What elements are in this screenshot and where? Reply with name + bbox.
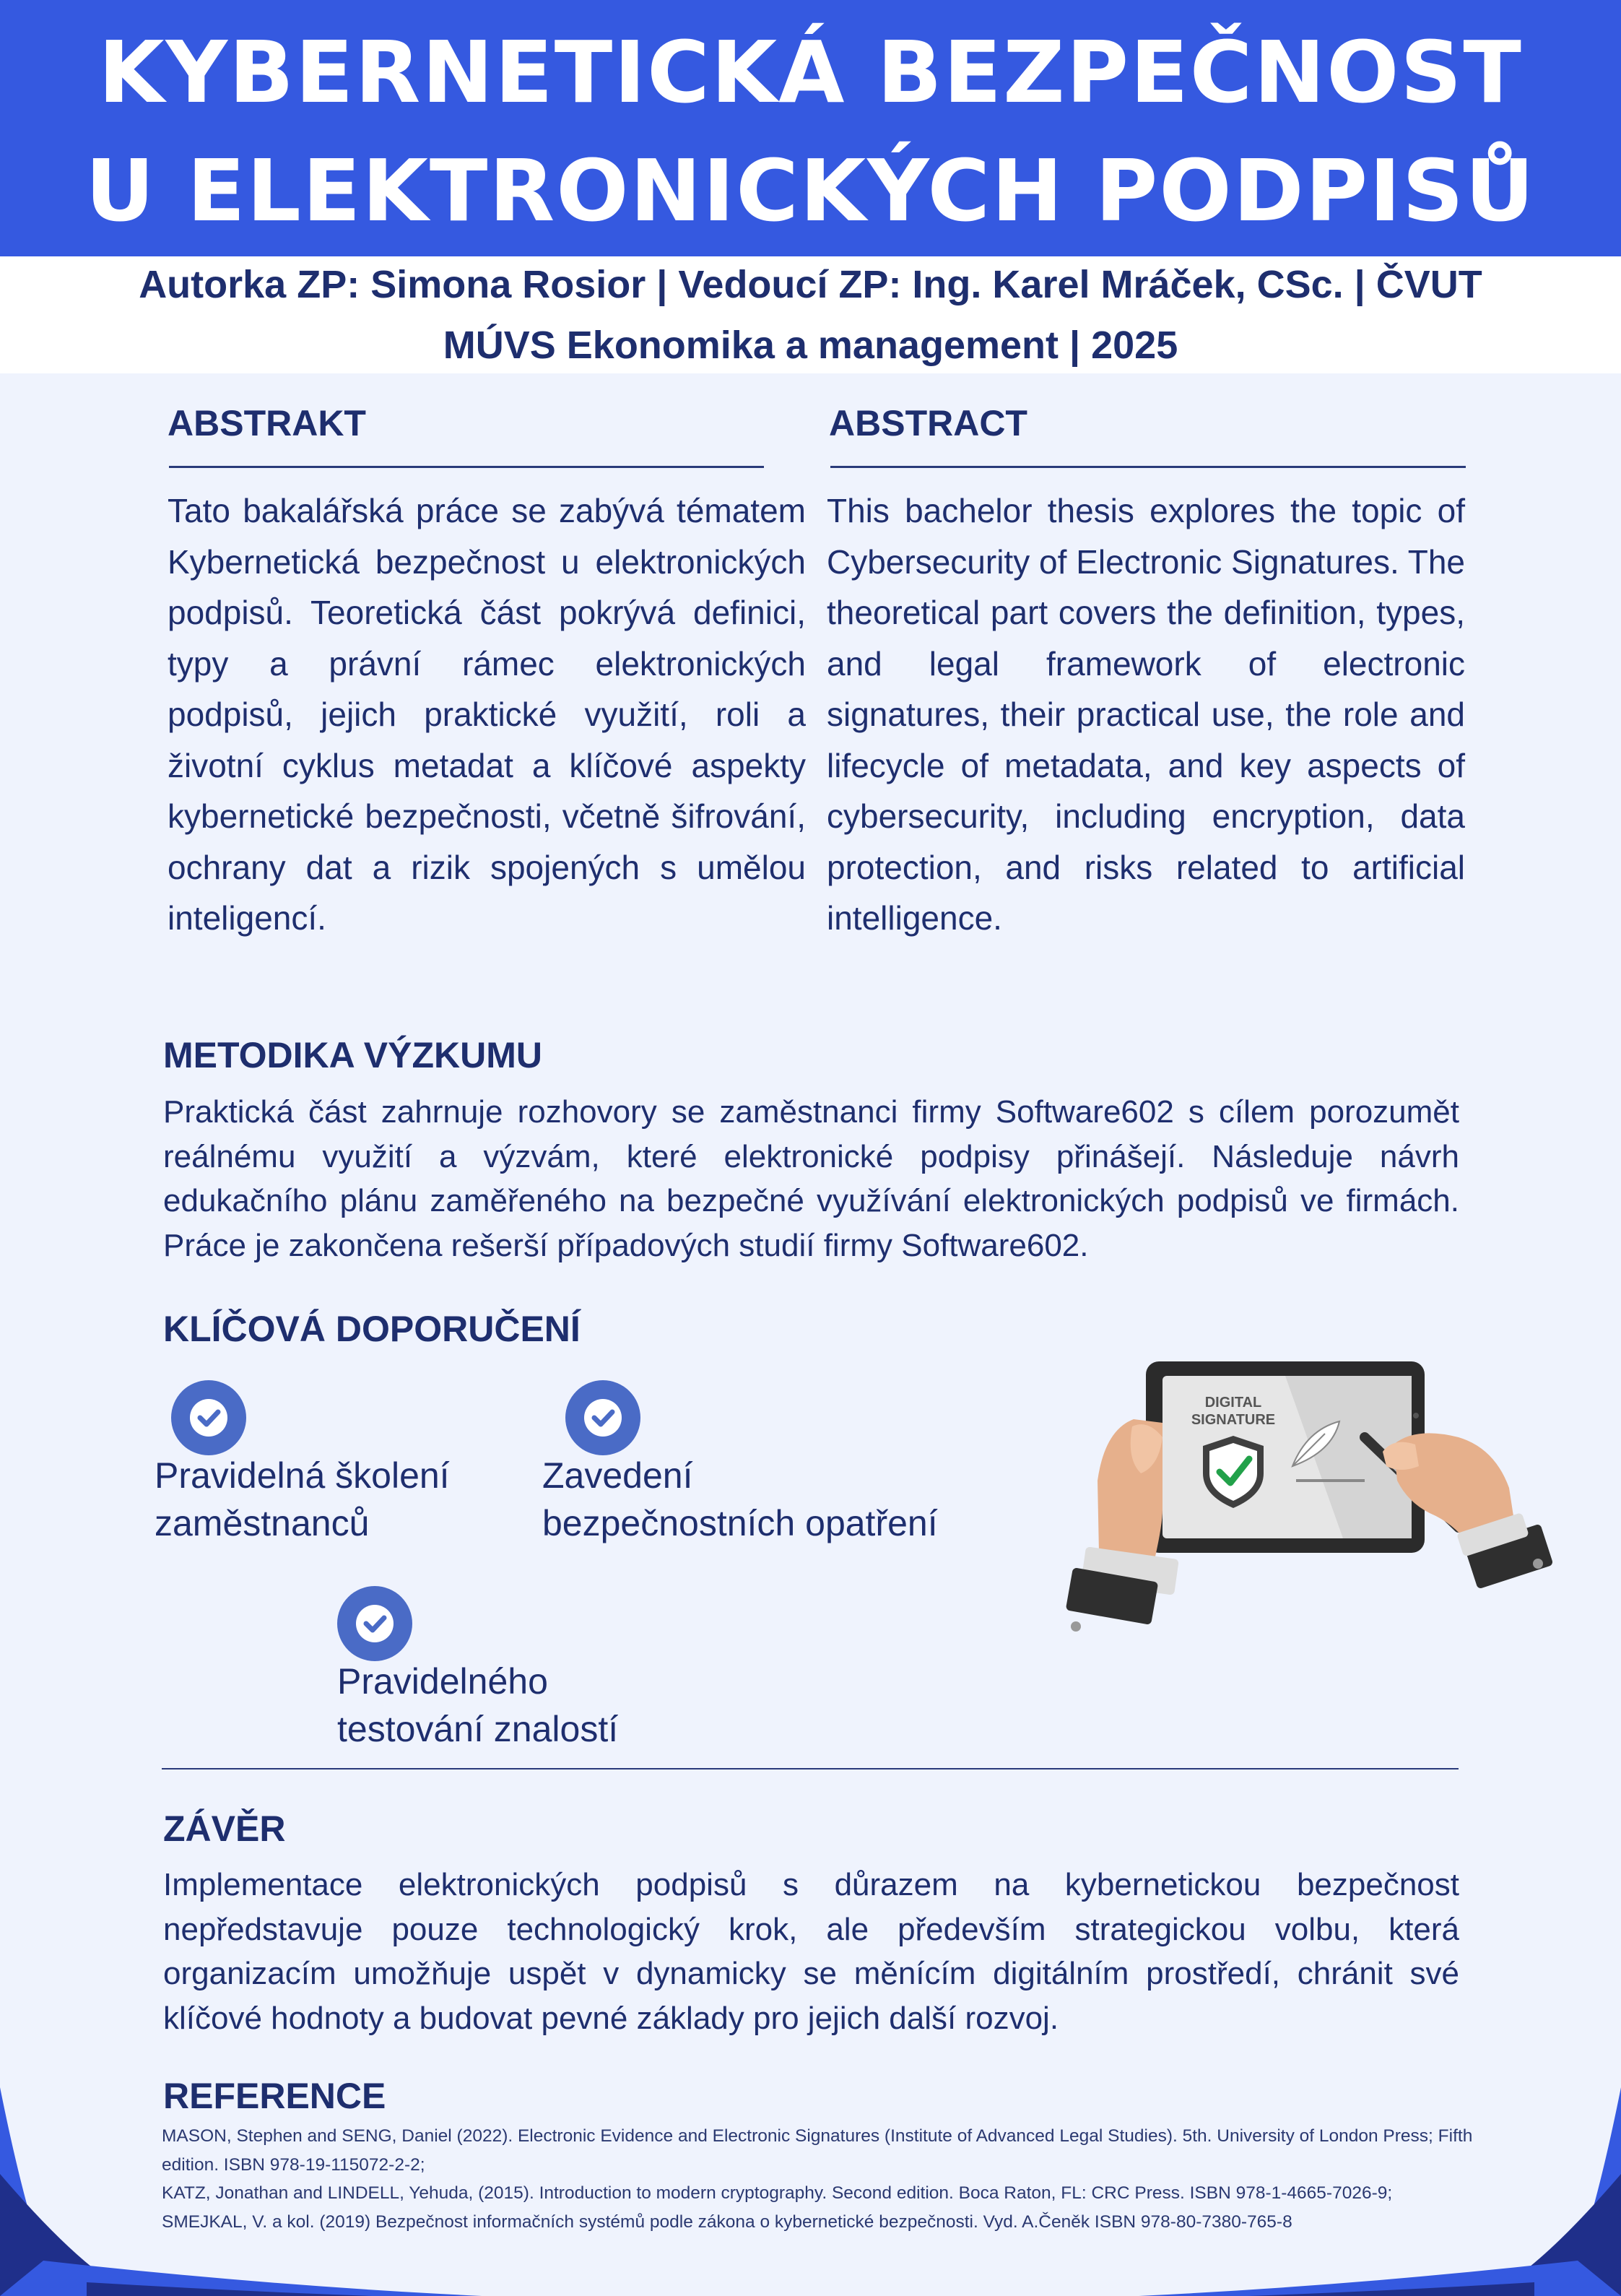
methodology-text: Praktická část zahrnuje rozhovory se zaměstnanci firmy Software602 s cílem porozumět reálnému využití a výzvám, které elektronické podpisy přinášejí. Následuje návrh edukačního plánu zaměřeného na bezpečné využívání elektronických podpisů ve firmách. Práce je zakončena rešerší případových studií firmy Software602. (163, 1094, 1459, 1263)
recommendation-item: Pravidelná školení zaměstnanců (155, 1455, 450, 1543)
abstract-en-rule (830, 466, 1466, 468)
screen-caption-line-2: SIGNATURE (1191, 1412, 1276, 1428)
recommendation-item: Zavedení bezpečnostních opatření (542, 1455, 938, 1543)
reference-item: SMEJKAL, V. a kol. (2019) Bezpečnost informačních systémů podle zákona o kybernetické bezpečnosti. Vyd. A.Čeněk ISBN 978-80-7380-765-8 (162, 2211, 1292, 2232)
check-circle-icon (171, 1380, 246, 1455)
recommendations-heading: KLÍČOVÁ DOPORUČENÍ (163, 1309, 581, 1349)
check-circle-icon (337, 1586, 412, 1661)
digital-signature-illustration (1054, 1358, 1574, 1690)
author-info: Autorka ZP: Simona Rosior | Vedoucí ZP: Ing. Karel Mráček, CSc. | ČVUT MÚVS Ekonomika a management | 2025 (139, 263, 1482, 367)
check-circle-icon (565, 1380, 640, 1455)
recommendation-item: Pravidelného testování znalostí (337, 1661, 619, 1749)
abstract-en-heading: ABSTRACT (829, 403, 1027, 443)
abstract-en-text: This bachelor thesis explores the topic of Cybersecurity of Electronic Signatures. The theoretical part covers the definition, types, and legal framework of electronic signatures, their practical use, the role and lifecycle of metadata, and key aspects of cybersecurity, including encryption, data protection, and risks related to artificial intelligence. (827, 492, 1465, 937)
reference-list (162, 2122, 1483, 2236)
reference-item: MASON, Stephen and SENG, Daniel (2022). Electronic Evidence and Electronic Signatures (Institute of Advanced Legal Studies). 5th. University of London Press; Fifth edition. ISBN 978-19-115072-2-2; (162, 2126, 1473, 2175)
abstract-cz-rule (169, 466, 764, 468)
screen-caption-line-1: DIGITAL (1204, 1395, 1262, 1411)
references-heading: REFERENCE (163, 2076, 386, 2116)
abstract-cz-heading: ABSTRAKT (168, 403, 366, 443)
conclusion-text: Implementace elektronických podpisů s důrazem na kybernetickou bezpečnost nepředstavuje pouze technologický krok, ale především strategickou volbu, která organizacím umožňuje uspět v dynamicky se měnícím digitálním prostředí, chránit své klíčové hodnoty a budovat pevné základy pro jejich další rozvoj. (163, 1867, 1459, 2036)
section-divider (162, 1768, 1459, 1769)
poster-title: KYBERNETICKÁ BEZPEČNOST U ELEKTRONICKÝCH PODPISŮ (85, 22, 1536, 241)
reference-item: KATZ, Jonathan and LINDELL, Yehuda, (2015). Introduction to modern cryptography. Second edition. Boca Raton, FL: CRC Press. ISBN 978-1-4665-7026-9; (162, 2183, 1393, 2203)
abstract-cz-text: Tato bakalářská práce se zabývá tématem Kybernetická bezpečnost u elektronických podpisů. Teoretická část pokrývá definici, typy a právní rámec elektronických podpisů, jejich praktické využití, roli a životní cyklus metadat a klíčové aspekty kybernetické bezpečnosti, včetně šifrování, ochrany dat a rizik spojených s umělou inteligencí. (168, 492, 806, 937)
conclusion-heading: ZÁVĚR (163, 1808, 286, 1849)
methodology-heading: METODIKA VÝZKUMU (163, 1035, 542, 1075)
